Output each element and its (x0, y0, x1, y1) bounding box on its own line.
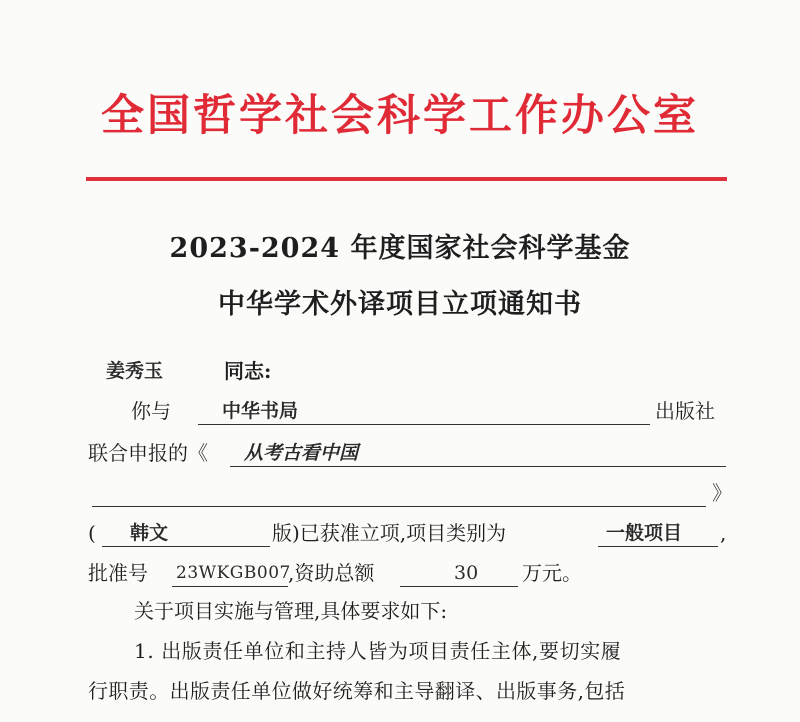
funding-amount: 30 (454, 562, 479, 584)
salutation-suffix: 同志: (224, 359, 272, 383)
book-prefix: 联合申报的《 (88, 441, 208, 465)
book-title-underline (230, 466, 726, 467)
approval-number: 23WKGB007 (176, 563, 291, 583)
publisher-name: 中华书局 (222, 400, 299, 422)
requirement-1-line-2: 行职责。出版责任单位做好统筹和主导翻译、出版事务,包括 (88, 679, 626, 703)
document-title-line-1: 2023-2024 年度国家社会科学基金 (169, 233, 631, 264)
category-underline (598, 546, 718, 547)
book-title: 从考古看中国 (244, 442, 359, 464)
approval-prefix: 批准号 (88, 561, 148, 585)
red-header-rule (86, 177, 727, 181)
language: 韩文 (130, 522, 169, 544)
funding-underline (400, 586, 518, 587)
approval-underline (172, 586, 288, 587)
funding-unit: 万元。 (522, 561, 582, 585)
book-title-underline-2 (92, 506, 706, 507)
category-comma: , (720, 521, 727, 545)
project-category: 一般项目 (606, 522, 683, 544)
language-open: ( (88, 521, 96, 545)
book-close: 》 (712, 481, 732, 505)
publisher-underline (198, 424, 650, 425)
recipient-name: 姜秀玉 (106, 360, 164, 382)
publisher-suffix: 出版社 (655, 399, 715, 423)
issuing-office-title: 全国哲学社会科学工作办公室 (101, 91, 699, 141)
document-title-line-2: 中华学术外译项目立项通知书 (218, 289, 582, 320)
publisher-prefix: 你与 (131, 399, 171, 423)
funding-prefix: ,资助总额 (288, 561, 375, 585)
language-close: 版)已获准立项,项目类别为 (272, 521, 507, 545)
requirement-1-line-1: 1. 出版责任单位和主持人皆为项目责任主体,要切实履 (134, 639, 622, 663)
management-intro: 关于项目实施与管理,具体要求如下: (134, 599, 448, 623)
language-underline (102, 546, 270, 547)
